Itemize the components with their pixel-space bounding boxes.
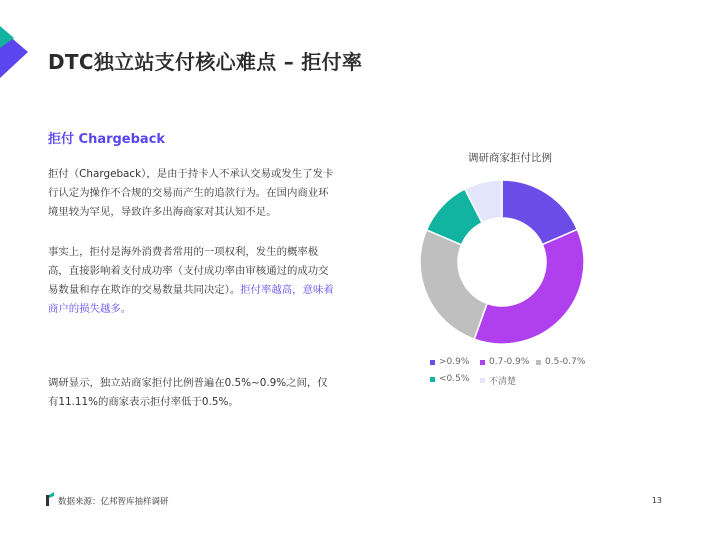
legend-label: <0.5%	[439, 374, 470, 384]
legend-label: >0.9%	[439, 357, 470, 367]
corner-decoration	[0, 0, 40, 100]
chart-title: 调研商家拒付比例	[468, 152, 552, 164]
donut-slice-2	[420, 230, 487, 339]
legend-item-2	[536, 357, 585, 367]
paragraph-impact-highlight: 拒付率越高，意味着商户的损失越多。	[48, 284, 334, 315]
paragraph-definition: 拒付（Chargeback），是由于持卡人不承认交易或发生了发卡行认定为操作不合规的交易而产生的追款行为。在国内商业环境里较为罕见，导致许多出海商家对其认知不足。	[48, 168, 334, 218]
legend-item-4	[480, 374, 516, 387]
paragraph-impact	[48, 243, 338, 319]
page-number: 13	[651, 496, 662, 505]
page-title: DTC独立站支付核心难点 – 拒付率	[48, 50, 363, 74]
footer-source: 数据来源：亿邦智库抽样调研	[58, 497, 169, 507]
donut-slice-1	[474, 229, 584, 344]
paragraph-survey: 调研显示，独立站商家拒付比例普遍在0.5%~0.9%之间，仅有11.11%的商家表示拒付率低于0.5%。	[48, 377, 328, 408]
section-heading: 拒付 Chargeback	[48, 132, 166, 147]
legend-item-0	[430, 357, 469, 367]
legend-label: 0.7-0.9%	[489, 357, 530, 367]
brand-logo-mark	[46, 492, 54, 506]
legend-label: 不清楚	[489, 377, 517, 387]
donut-chart	[418, 178, 586, 346]
legend-label: 0.5-0.7%	[545, 357, 586, 367]
legend-swatch	[480, 360, 485, 365]
legend-swatch	[430, 377, 435, 382]
legend-item-3	[430, 374, 469, 384]
legend-swatch	[430, 360, 435, 365]
legend-item-1	[480, 357, 529, 367]
paragraph-impact-text: 事实上，拒付是海外消费者常用的一项权利，发生的概率极高，直接影响着支付成功率（支付成功率由审核通过的成功交易数量和存在欺诈的交易数量共同决定）。	[48, 246, 329, 296]
legend-swatch	[480, 378, 485, 383]
legend-swatch	[536, 360, 541, 365]
